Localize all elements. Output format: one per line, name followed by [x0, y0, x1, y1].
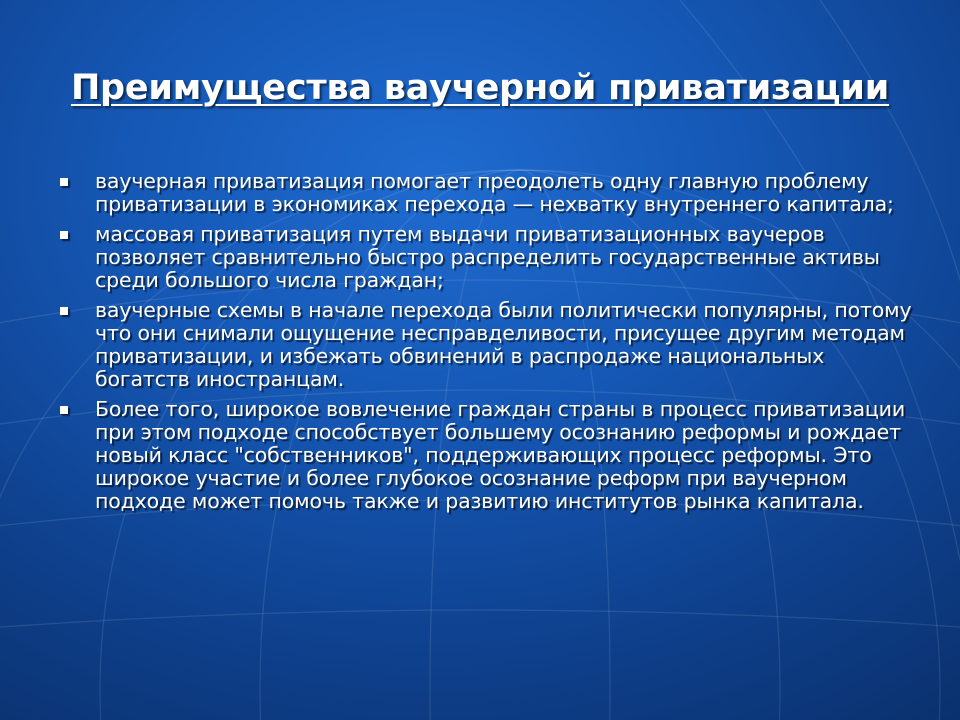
bullet-item: [58, 223, 918, 292]
bullet-item: [58, 170, 918, 216]
bullet-item: [58, 398, 918, 513]
square-bullet-icon: [60, 231, 68, 239]
bullet-text: Более того, широкое вовлечение граждан страны в процесс приватизации при этом подходе способствует большему осознанию реформы и рождает новый класс "собственников", поддерживающих процесс реформы. Это широкое участие и более глубокое осознание реформ при ваучерном подходе может помочь также и развитию институтов рынка капитала.: [95, 397, 906, 513]
bullet-text: массовая приватизация путем выдачи приватизационных ваучеров позволяет сравнительно быстро распределить государственные активы среди большого числа граждан;: [95, 222, 880, 292]
square-bullet-icon: [60, 406, 68, 414]
bullet-item: [58, 299, 918, 391]
bullet-list: [58, 170, 918, 520]
square-bullet-icon: [60, 178, 68, 186]
bullet-text: ваучерная приватизация помогает преодолеть одну главную проблему приватизации в экономиках перехода — нехватку внутреннего капитала;: [95, 169, 894, 216]
square-bullet-icon: [60, 307, 68, 315]
bullet-text: ваучерные схемы в начале перехода были политически популярны, потому что они снимали ощущение несправделивости, присущее другим методам приватизации, и избежать обвинений в распродаже национальных богатств иностранцам.: [95, 298, 912, 391]
slide-title: Преимущества ваучерной приватизации: [70, 68, 890, 108]
